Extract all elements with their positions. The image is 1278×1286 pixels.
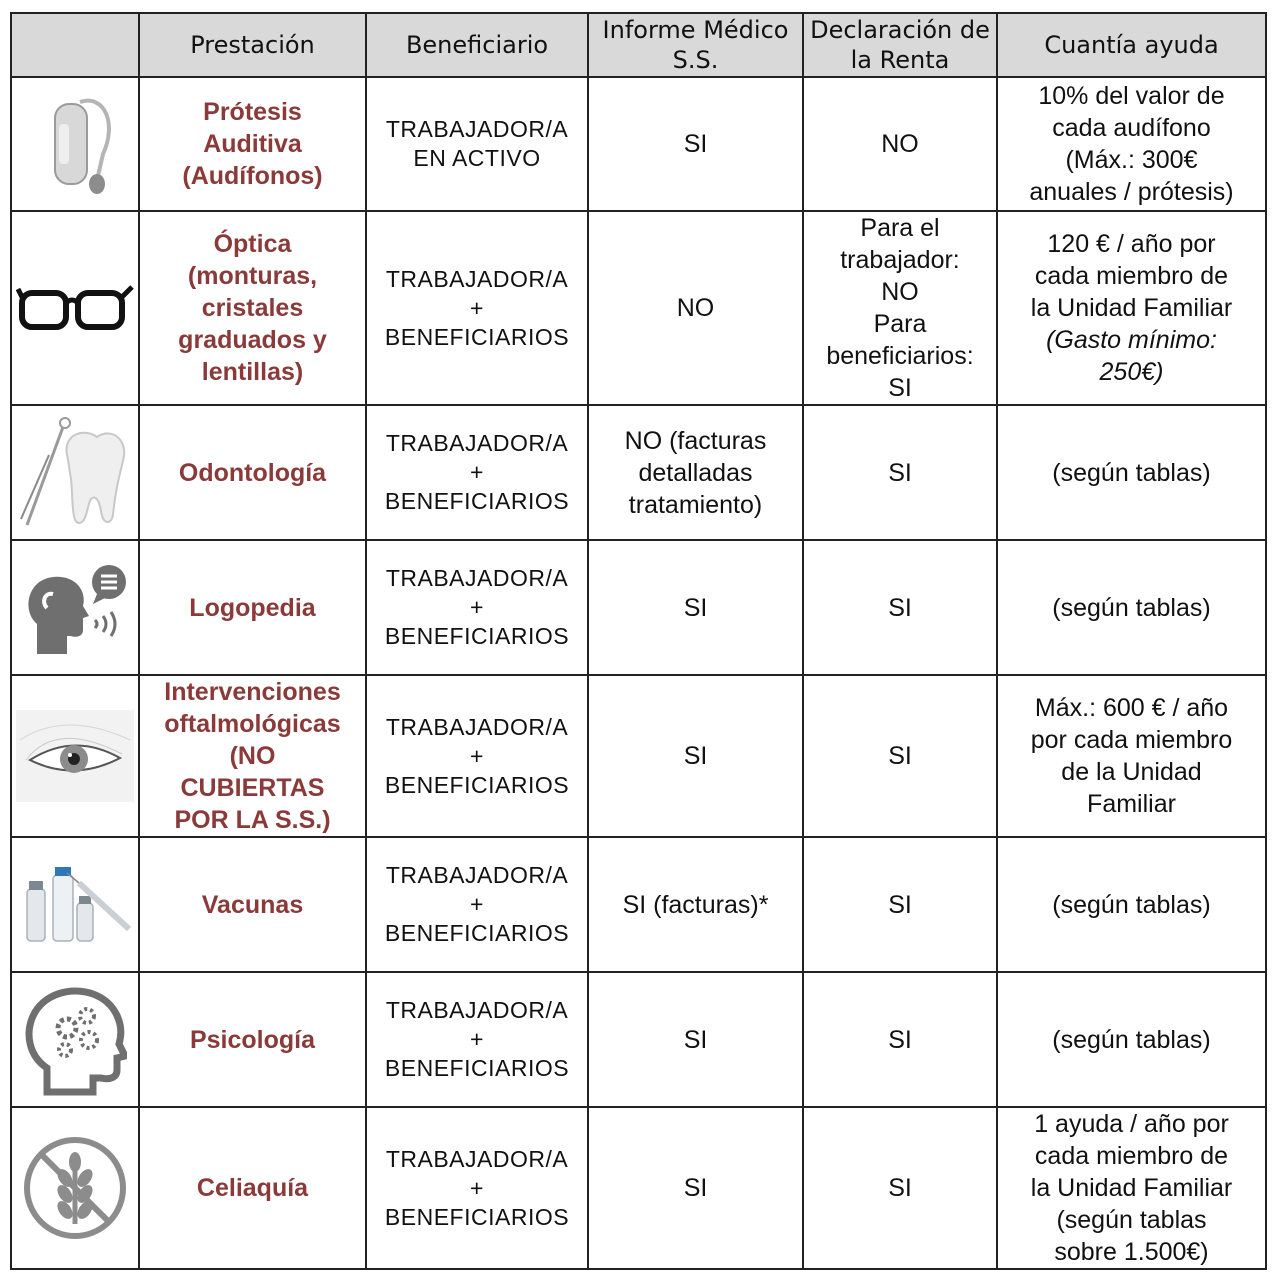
row-icon-cell [11, 837, 139, 972]
header-row [11, 13, 1266, 77]
cuantia-line: (según tablas [1056, 1206, 1207, 1234]
row-icon-cell [11, 405, 139, 540]
prestacion-line: (Audífonos) [182, 162, 323, 190]
cuantia-line: la Unidad Familiar [1030, 294, 1233, 322]
declaracion-line: NO [881, 278, 919, 306]
declaracion-value: SI [888, 1174, 912, 1202]
beneficiario-cell [366, 1107, 588, 1269]
prestacion-line: Auditiva [203, 130, 302, 158]
cuantia-line: (según tablas) [1052, 593, 1211, 622]
declaracion-cell [803, 405, 997, 540]
beneficiario-line: EN ACTIVO [413, 145, 541, 171]
informe-value: SI [683, 593, 708, 622]
prestacion-line: POR LA S.S.) [174, 806, 331, 834]
table-row [11, 77, 1266, 211]
hearing-aid-icon [25, 84, 125, 204]
declaracion-cell [803, 675, 997, 837]
eye-icon [16, 710, 134, 802]
cuantia-line: 10% del valor de [1038, 82, 1225, 110]
declaracion-value: NO [881, 130, 919, 158]
cuantia-cell [997, 211, 1266, 405]
cuantia-line: 1 ayuda / año por [1034, 1110, 1229, 1138]
cuantia-line: 120 € / año por [1047, 230, 1216, 258]
informe-cell [588, 540, 803, 675]
cuantia-line: la Unidad Familiar [1030, 1174, 1233, 1202]
beneficiario-line: + [470, 459, 484, 485]
informe-line: NO (facturas [624, 426, 767, 455]
beneficiario-line: BENEFICIARIOS [384, 920, 570, 946]
cuantia-cell [997, 405, 1266, 540]
row-icon-cell [11, 972, 139, 1107]
table-row [11, 675, 1266, 837]
prestacion-line: Prótesis [203, 98, 302, 126]
informe-line: detalladas [638, 458, 753, 487]
informe-value: NO [676, 294, 715, 322]
cuantia-cell [997, 972, 1266, 1107]
table-row [11, 837, 1266, 972]
declaracion-value: SI [888, 593, 912, 622]
cuantia-line: (según tablas) [1052, 1025, 1211, 1054]
beneficiario-line: + [470, 891, 484, 917]
header-prestacion: Prestación [139, 13, 366, 77]
row-icon-cell [11, 540, 139, 675]
declaracion-cell [803, 77, 997, 211]
informe-cell [588, 1107, 803, 1269]
cuantia-line: Máx.: 600 € / año [1034, 694, 1229, 722]
informe-cell [588, 972, 803, 1107]
prestacion-line: Óptica [213, 230, 292, 258]
prestacion-line: Psicología [189, 1025, 316, 1054]
row-icon-cell [11, 675, 139, 837]
prestacion-line: graduados y [178, 326, 327, 354]
prestacion-line: cristales [201, 294, 304, 322]
beneficiario-line: + [470, 1174, 484, 1201]
beneficiario-line: BENEFICIARIOS [384, 623, 570, 649]
beneficiario-line: BENEFICIARIOS [384, 488, 570, 514]
table-row [11, 405, 1266, 540]
beneficiario-cell [366, 972, 588, 1107]
prestacion-line: Odontología [178, 458, 327, 487]
beneficiario-line: BENEFICIARIOS [384, 771, 570, 798]
beneficiario-line: TRABAJADOR/A [385, 1145, 569, 1172]
declaracion-cell [803, 211, 997, 405]
beneficiario-cell [366, 675, 588, 837]
beneficiario-line: + [470, 742, 484, 769]
beneficiario-line: + [470, 594, 484, 620]
beneficiario-line: BENEFICIARIOS [384, 323, 570, 350]
cuantia-line: cada miembro de [1034, 262, 1229, 290]
cuantia-line: cada miembro de [1034, 1142, 1229, 1170]
header-informe-medico [588, 13, 803, 77]
table-row [11, 972, 1266, 1107]
informe-value: SI [683, 1025, 708, 1054]
cuantia-cell [997, 675, 1266, 837]
prestacion-cell [139, 405, 366, 540]
declaracion-line: SI [888, 374, 912, 402]
informe-line: tratamiento) [628, 490, 763, 519]
prestacion-line: (NO [229, 742, 276, 770]
informe-value: SI (facturas)* [622, 890, 769, 919]
beneficiario-line: TRABAJADOR/A [385, 862, 569, 888]
brain-gears-head-icon [23, 984, 127, 1096]
table-row [11, 211, 1266, 405]
gluten-free-icon [21, 1134, 129, 1242]
beneficiario-cell [366, 211, 588, 405]
cuantia-line: (según tablas) [1052, 458, 1211, 487]
beneficiario-line: + [470, 1026, 484, 1052]
prestacion-cell [139, 1107, 366, 1269]
prestacion-cell [139, 837, 366, 972]
row-icon-cell [11, 211, 139, 405]
declaracion-value: SI [888, 458, 912, 487]
prestacion-line: lentillas) [201, 358, 304, 386]
header-cuantia: Cuantía ayuda [997, 13, 1266, 77]
informe-value: SI [683, 1174, 708, 1202]
prestacion-line: CUBIERTAS [180, 774, 325, 802]
tooth-icon [19, 415, 131, 531]
beneficiario-cell [366, 540, 588, 675]
header-declaracion-renta [803, 13, 997, 77]
declaracion-line: Para el [860, 214, 940, 242]
beneficiario-line: TRABAJADOR/A [385, 565, 569, 591]
benefits-table [10, 12, 1267, 1270]
prestacion-cell [139, 77, 366, 211]
declaracion-value: SI [888, 742, 912, 770]
vaccine-icon [19, 863, 131, 947]
informe-value: SI [683, 130, 708, 158]
declaracion-line: Para [873, 310, 927, 338]
header-informe-line: S.S. [672, 46, 719, 74]
informe-cell [588, 77, 803, 211]
cuantia-cell [997, 1107, 1266, 1269]
cuantia-line: por cada miembro [1030, 726, 1233, 754]
informe-cell [588, 211, 803, 405]
cuantia-line: anuales / prótesis) [1029, 178, 1234, 206]
prestacion-line: (monturas, [187, 262, 318, 290]
header-informe-line: Informe Médico [602, 16, 789, 44]
table-row [11, 1107, 1266, 1269]
cuantia-cell [997, 837, 1266, 972]
beneficiario-cell [366, 837, 588, 972]
header-beneficiario: Beneficiario [366, 13, 588, 77]
cuantia-line: (Máx.: 300€ [1065, 146, 1198, 174]
informe-cell [588, 405, 803, 540]
prestacion-cell [139, 540, 366, 675]
cuantia-line: 250€) [1099, 358, 1164, 386]
beneficiario-cell [366, 405, 588, 540]
cuantia-line: (Gasto mínimo: [1046, 326, 1217, 354]
informe-value: SI [683, 742, 708, 770]
declaracion-value: SI [888, 1025, 912, 1054]
beneficiario-cell [366, 77, 588, 211]
beneficiario-line: TRABAJADOR/A [385, 116, 569, 142]
beneficiario-line: BENEFICIARIOS [384, 1203, 570, 1230]
cuantia-line: de la Unidad [1061, 758, 1202, 786]
declaracion-line: trabajador: [840, 246, 960, 274]
declaracion-cell [803, 972, 997, 1107]
declaracion-value: SI [888, 890, 912, 919]
prestacion-line: Logopedia [189, 593, 316, 622]
row-icon-cell [11, 1107, 139, 1269]
glasses-icon [16, 263, 134, 353]
beneficiario-line: + [470, 294, 484, 321]
cuantia-line: cada audífono [1052, 114, 1211, 142]
prestacion-cell [139, 675, 366, 837]
header-declaracion-line: la Renta [850, 46, 950, 74]
declaracion-line: beneficiarios: [826, 342, 974, 370]
speech-head-icon [23, 558, 127, 658]
prestacion-line: Vacunas [201, 890, 304, 919]
beneficiario-line: TRABAJADOR/A [385, 713, 569, 740]
informe-cell [588, 675, 803, 837]
beneficiario-line: TRABAJADOR/A [385, 997, 569, 1023]
cuantia-cell [997, 77, 1266, 211]
beneficiario-line: TRABAJADOR/A [385, 265, 569, 292]
declaracion-cell [803, 837, 997, 972]
cuantia-cell [997, 540, 1266, 675]
prestacion-line: Intervenciones [164, 678, 341, 706]
cuantia-line: sobre 1.500€) [1054, 1238, 1209, 1266]
beneficiario-line: BENEFICIARIOS [384, 1055, 570, 1081]
cuantia-line: (según tablas) [1052, 890, 1211, 919]
prestacion-line: Celiaquía [196, 1174, 309, 1202]
prestacion-cell [139, 211, 366, 405]
informe-cell [588, 837, 803, 972]
beneficiario-line: TRABAJADOR/A [385, 430, 569, 456]
declaracion-cell [803, 540, 997, 675]
declaracion-cell [803, 1107, 997, 1269]
cuantia-line: Familiar [1087, 790, 1176, 818]
row-icon-cell [11, 77, 139, 211]
prestacion-cell [139, 972, 366, 1107]
prestacion-line: oftalmológicas [164, 710, 341, 738]
table-row [11, 540, 1266, 675]
header-declaracion-line: Declaración de [810, 16, 990, 44]
header-icon-col [11, 13, 139, 77]
